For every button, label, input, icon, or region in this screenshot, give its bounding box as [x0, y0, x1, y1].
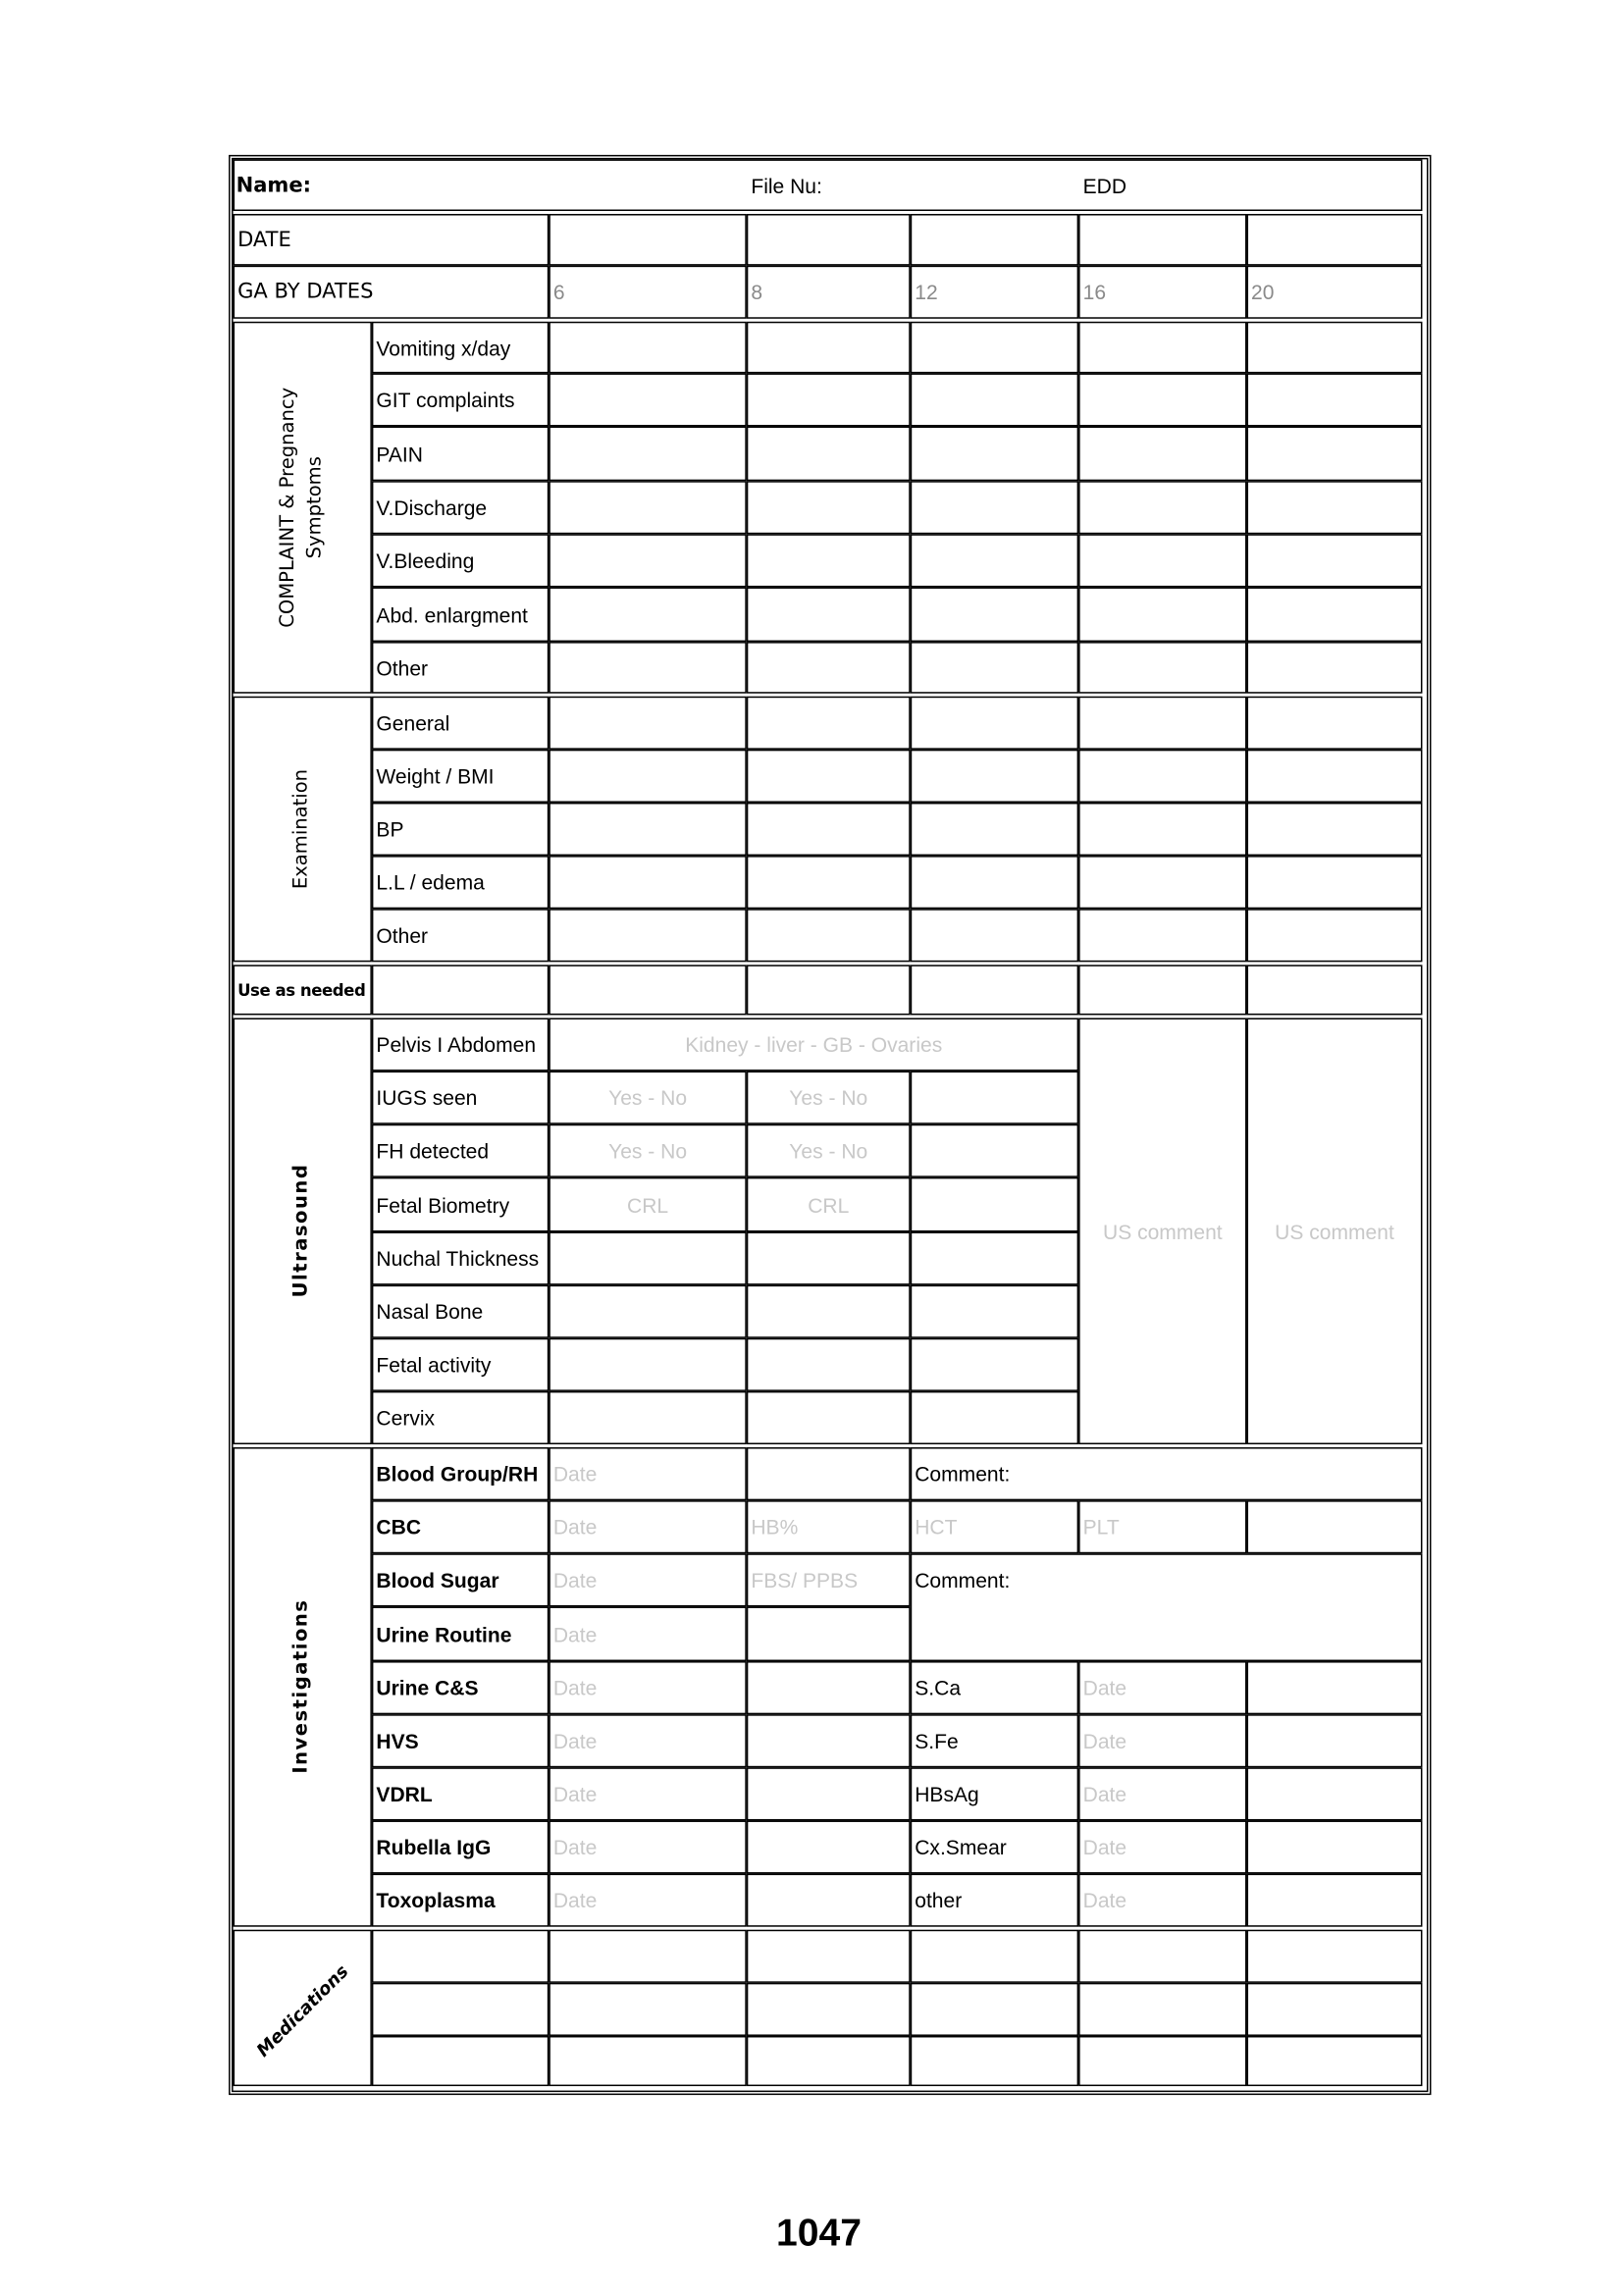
complaint-row-label: V.Discharge: [372, 481, 549, 534]
complaints-label-line2: Symptoms: [303, 456, 327, 559]
medication-entry-cell[interactable]: [1247, 1983, 1423, 2036]
complaint-entry-cell[interactable]: [911, 373, 1078, 426]
complaint-entry-cell[interactable]: [1078, 322, 1246, 374]
medications-section-label: Medications: [252, 1960, 353, 2061]
complaint-row-label: GIT complaints: [372, 373, 549, 426]
extra-test-date-cell[interactable]: Date: [1078, 1820, 1246, 1873]
investigation-label: Urine C&S: [372, 1661, 549, 1714]
investigation-label: Rubella IgG: [372, 1820, 549, 1873]
examination-entry-cell[interactable]: [1247, 697, 1423, 750]
ga-value: 20: [1247, 266, 1423, 319]
complaint-entry-cell[interactable]: [1078, 481, 1246, 534]
investigation-date-cell[interactable]: Date: [549, 1553, 746, 1606]
ultrasound-entry-cell[interactable]: [747, 1232, 911, 1285]
medication-entry-cell[interactable]: [747, 2036, 911, 2086]
examination-entry-cell[interactable]: [747, 697, 911, 750]
ultrasound-entry-cell[interactable]: Yes - No: [549, 1071, 746, 1124]
complaint-entry-cell[interactable]: [1247, 373, 1423, 426]
examination-row-label: Other: [372, 909, 549, 962]
investigation-label: HVS: [372, 1714, 549, 1767]
ultrasound-entry-cell[interactable]: [911, 1177, 1078, 1232]
ultrasound-entry-cell[interactable]: [911, 1285, 1078, 1338]
examination-entry-cell[interactable]: [911, 803, 1078, 856]
complaint-entry-cell[interactable]: [1078, 373, 1246, 426]
visit-date-cell[interactable]: [747, 214, 911, 266]
visit-date-cell[interactable]: [911, 214, 1078, 266]
blood-group-result[interactable]: [747, 1447, 911, 1500]
investigations-section-label: Investigations: [290, 1598, 313, 1774]
ultrasound-entry-cell[interactable]: [549, 1391, 746, 1444]
investigation-label: Blood Sugar: [372, 1553, 549, 1606]
ultrasound-entry-cell[interactable]: [911, 1391, 1078, 1444]
extra-test-label: Cx.Smear: [911, 1820, 1078, 1873]
visit-date-cell[interactable]: [1078, 214, 1246, 266]
examination-entry-cell[interactable]: [1078, 750, 1246, 803]
blood-group-comment[interactable]: Comment:: [911, 1447, 1423, 1500]
complaint-entry-cell[interactable]: [549, 373, 746, 426]
medication-entry-cell[interactable]: [911, 2036, 1078, 2086]
examination-entry-cell[interactable]: [911, 750, 1078, 803]
complaint-entry-cell[interactable]: [911, 587, 1078, 642]
examination-entry-cell[interactable]: [1078, 803, 1246, 856]
ultrasound-row-label: FH detected: [372, 1124, 549, 1177]
ultrasound-entry-cell[interactable]: CRL: [549, 1177, 746, 1232]
examination-section-label: Examination: [290, 768, 313, 890]
investigation-date-cell[interactable]: Date: [549, 1767, 746, 1820]
extra-test-date-cell[interactable]: Date: [1078, 1767, 1246, 1820]
complaint-entry-cell[interactable]: [549, 587, 746, 642]
medication-entry-cell[interactable]: [549, 1983, 746, 2036]
examination-entry-cell[interactable]: [911, 909, 1078, 962]
extra-test-result-cell[interactable]: [1247, 1661, 1423, 1714]
extra-test-label: S.Fe: [911, 1714, 1078, 1767]
ga-row-label: GA BY DATES: [234, 266, 550, 319]
extra-test-result-cell[interactable]: [1247, 1714, 1423, 1767]
investigation-label: Urine Routine: [372, 1606, 549, 1661]
medication-entry-cell[interactable]: [549, 2036, 746, 2086]
investigation-result-cell[interactable]: [747, 1661, 911, 1714]
examination-row-label: General: [372, 697, 549, 750]
investigation-label: VDRL: [372, 1767, 549, 1820]
extra-test-label: HBsAg: [911, 1767, 1078, 1820]
complaint-entry-cell[interactable]: [1247, 642, 1423, 694]
complaint-entry-cell[interactable]: [911, 481, 1078, 534]
examination-entry-cell[interactable]: [549, 856, 746, 909]
complaint-row-label: PAIN: [372, 427, 549, 482]
complaint-row-label: Abd. enlargment: [372, 587, 549, 642]
investigation-date-cell[interactable]: Date: [549, 1714, 746, 1767]
examination-entry-cell[interactable]: [747, 909, 911, 962]
extra-test-date-cell[interactable]: Date: [1078, 1714, 1246, 1767]
examination-entry-cell[interactable]: [549, 909, 746, 962]
examination-entry-cell[interactable]: [747, 750, 911, 803]
name-label: Name:: [236, 174, 312, 198]
medication-entry-cell[interactable]: [1078, 2036, 1246, 2086]
ultrasound-row-label: Fetal Biometry: [372, 1177, 549, 1232]
blood-sugar-comment[interactable]: Comment:: [911, 1553, 1423, 1661]
use-as-needed-label: Use as needed: [234, 965, 372, 1015]
cbc-plt-cell[interactable]: PLT: [1078, 1500, 1246, 1553]
edd-label: EDD: [1082, 174, 1127, 198]
complaint-entry-cell[interactable]: [1247, 322, 1423, 374]
medication-entry-cell[interactable]: [372, 1930, 549, 1983]
complaint-entry-cell[interactable]: [911, 642, 1078, 694]
ultrasound-entry-cell[interactable]: [911, 1338, 1078, 1391]
investigation-result-cell[interactable]: [747, 1874, 911, 1927]
ultrasound-entry-cell[interactable]: [549, 1285, 746, 1338]
investigation-result-cell[interactable]: [747, 1767, 911, 1820]
examination-entry-cell[interactable]: [549, 697, 746, 750]
examination-entry-cell[interactable]: [549, 750, 746, 803]
ultrasound-entry-cell[interactable]: [911, 1124, 1078, 1177]
ultrasound-row-label: Nuchal Thickness: [372, 1232, 549, 1285]
examination-entry-cell[interactable]: [911, 697, 1078, 750]
complaint-entry-cell[interactable]: [747, 322, 911, 374]
ultrasound-entry-cell[interactable]: CRL: [747, 1177, 911, 1232]
complaint-entry-cell[interactable]: [911, 427, 1078, 482]
extra-test-date-cell[interactable]: Date: [1078, 1874, 1246, 1927]
us-comment-box[interactable]: US comment: [1247, 1018, 1423, 1444]
use-as-needed-cell[interactable]: [1247, 965, 1423, 1015]
visit-date-cell[interactable]: [549, 214, 746, 266]
complaint-entry-cell[interactable]: [747, 427, 911, 482]
examination-entry-cell[interactable]: [1247, 856, 1423, 909]
investigation-result-cell[interactable]: [747, 1820, 911, 1873]
ultrasound-entry-cell[interactable]: Yes - No: [747, 1071, 911, 1124]
ultrasound-row-label: Fetal activity: [372, 1338, 549, 1391]
ultrasound-section-label: Ultrasound: [290, 1163, 313, 1298]
complaint-entry-cell[interactable]: [1247, 427, 1423, 482]
ultrasound-row-label: Nasal Bone: [372, 1285, 549, 1338]
medication-entry-cell[interactable]: [1078, 1983, 1246, 2036]
investigation-date-cell[interactable]: Date: [549, 1447, 746, 1500]
ga-value: 6: [549, 266, 746, 319]
examination-entry-cell[interactable]: [549, 803, 746, 856]
complaint-entry-cell[interactable]: [549, 427, 746, 482]
medication-entry-cell[interactable]: [1247, 2036, 1423, 2086]
complaint-entry-cell[interactable]: [1247, 587, 1423, 642]
use-as-needed-cell[interactable]: [911, 965, 1078, 1015]
investigation-date-cell[interactable]: Date: [549, 1661, 746, 1714]
use-as-needed-cell[interactable]: [747, 965, 911, 1015]
ultrasound-entry-cell[interactable]: [747, 1285, 911, 1338]
investigation-label: Toxoplasma: [372, 1874, 549, 1927]
visit-date-cell[interactable]: [1247, 214, 1423, 266]
examination-row-label: L.L / edema: [372, 856, 549, 909]
examination-entry-cell[interactable]: [1247, 909, 1423, 962]
examination-entry-cell[interactable]: [911, 856, 1078, 909]
medication-entry-cell[interactable]: [747, 1983, 911, 2036]
examination-entry-cell[interactable]: [747, 856, 911, 909]
examination-entry-cell[interactable]: [1078, 909, 1246, 962]
medication-entry-cell[interactable]: [747, 1930, 911, 1983]
complaint-entry-cell[interactable]: [549, 534, 746, 587]
complaint-entry-cell[interactable]: [911, 534, 1078, 587]
complaint-entry-cell[interactable]: [1078, 534, 1246, 587]
cbc-extra-cell[interactable]: [1247, 1500, 1423, 1553]
date-row-label: DATE: [234, 214, 550, 266]
us-comment-box[interactable]: US comment: [1078, 1018, 1246, 1444]
medication-entry-cell[interactable]: [372, 1983, 549, 2036]
use-as-needed-cell[interactable]: [372, 965, 549, 1015]
cbc-hb-cell[interactable]: HB%: [747, 1500, 911, 1553]
page-number: 1047: [776, 2210, 862, 2255]
complaint-entry-cell[interactable]: [747, 642, 911, 694]
examination-row-label: Weight / BMI: [372, 750, 549, 803]
file-number-label: File Nu:: [751, 174, 822, 198]
patient-info-row: [234, 159, 1423, 211]
complaint-entry-cell[interactable]: [747, 481, 911, 534]
examination-entry-cell[interactable]: [1247, 803, 1423, 856]
ultrasound-row-label: Cervix: [372, 1391, 549, 1444]
investigation-result-cell[interactable]: [747, 1714, 911, 1767]
complaint-entry-cell[interactable]: [549, 642, 746, 694]
investigation-label: CBC: [372, 1500, 549, 1553]
complaint-entry-cell[interactable]: [1078, 642, 1246, 694]
blood-sugar-result[interactable]: FBS/ PPBS: [747, 1553, 911, 1606]
ga-value: 12: [911, 266, 1078, 319]
extra-test-label: other: [911, 1874, 1078, 1927]
ultrasound-row-label: IUGS seen: [372, 1071, 549, 1124]
ga-value: 8: [747, 266, 911, 319]
investigation-date-cell[interactable]: Date: [549, 1820, 746, 1873]
complaint-entry-cell[interactable]: [549, 322, 746, 374]
ultrasound-entry-cell[interactable]: [911, 1071, 1078, 1124]
medication-entry-cell[interactable]: [372, 2036, 549, 2086]
cbc-hct-cell[interactable]: HCT: [911, 1500, 1078, 1553]
complaint-entry-cell[interactable]: [747, 534, 911, 587]
ultrasound-row-label: Pelvis I Abdomen: [372, 1018, 549, 1070]
complaint-entry-cell[interactable]: [1247, 481, 1423, 534]
ultrasound-entry-cell[interactable]: Yes - No: [549, 1124, 746, 1177]
ultrasound-entry-cell[interactable]: [549, 1232, 746, 1285]
complaint-entry-cell[interactable]: [1247, 534, 1423, 587]
complaints-label-line1: COMPLAINT & Pregnancy: [277, 387, 300, 628]
extra-test-date-cell[interactable]: Date: [1078, 1661, 1246, 1714]
extra-test-label: S.Ca: [911, 1661, 1078, 1714]
complaints-section-label: [276, 388, 329, 628]
examination-entry-cell[interactable]: [1078, 856, 1246, 909]
investigation-date-cell[interactable]: Date: [549, 1500, 746, 1553]
complaint-row-label: Vomiting x/day: [372, 322, 549, 374]
complaint-entry-cell[interactable]: [747, 587, 911, 642]
complaint-entry-cell[interactable]: [1078, 427, 1246, 482]
examination-row-label: BP: [372, 803, 549, 856]
investigation-date-cell[interactable]: Date: [549, 1874, 746, 1927]
complaint-entry-cell[interactable]: [1078, 587, 1246, 642]
medication-entry-cell[interactable]: [911, 1983, 1078, 2036]
ultrasound-entry-cell[interactable]: [911, 1232, 1078, 1285]
pelvis-abdomen-entry[interactable]: Kidney - liver - GB - Ovaries: [549, 1018, 1078, 1070]
medication-entry-cell[interactable]: [549, 1930, 746, 1983]
complaint-row-label: Other: [372, 642, 549, 694]
medication-entry-cell[interactable]: [1247, 1930, 1423, 1983]
complaint-row-label: V.Bleeding: [372, 534, 549, 587]
extra-test-result-cell[interactable]: [1247, 1874, 1423, 1927]
complaint-entry-cell[interactable]: [747, 373, 911, 426]
examination-entry-cell[interactable]: [1247, 750, 1423, 803]
use-as-needed-cell[interactable]: [1078, 965, 1246, 1015]
urine-routine-result[interactable]: [747, 1606, 911, 1661]
investigation-label: Blood Group/RH: [372, 1447, 549, 1500]
ultrasound-entry-cell[interactable]: [549, 1338, 746, 1391]
ultrasound-entry-cell[interactable]: Yes - No: [747, 1124, 911, 1177]
medication-entry-cell[interactable]: [1078, 1930, 1246, 1983]
ga-value: 16: [1078, 266, 1246, 319]
use-as-needed-cell[interactable]: [549, 965, 746, 1015]
ultrasound-entry-cell[interactable]: [747, 1338, 911, 1391]
investigation-date-cell[interactable]: Date: [549, 1606, 746, 1661]
complaint-entry-cell[interactable]: [549, 481, 746, 534]
extra-test-result-cell[interactable]: [1247, 1820, 1423, 1873]
ultrasound-entry-cell[interactable]: [747, 1391, 911, 1444]
extra-test-result-cell[interactable]: [1247, 1767, 1423, 1820]
examination-entry-cell[interactable]: [1078, 697, 1246, 750]
medication-entry-cell[interactable]: [911, 1930, 1078, 1983]
examination-entry-cell[interactable]: [747, 803, 911, 856]
complaint-entry-cell[interactable]: [911, 322, 1078, 374]
